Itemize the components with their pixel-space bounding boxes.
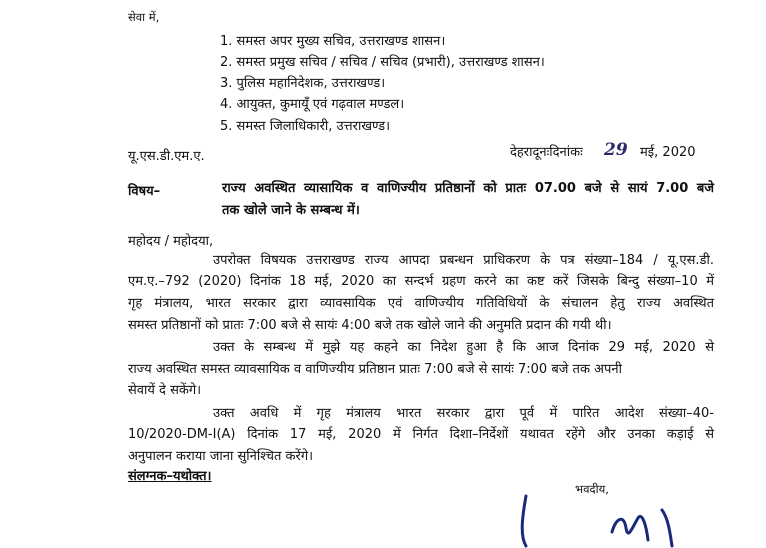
salutation: महोदय / महोदया, — [128, 234, 214, 249]
para1-line-1: उपरोक्त विषयक उत्तराखण्ड राज्य आपदा प्रबन्धन प्राधिकरण के पत्र संख्या–184 / यू.एस.डी. — [213, 253, 714, 268]
para1-line-4: समस्त प्रतिष्ठानों को प्रातः 7:00 बजे से सायंः 4:00 बजे तक खोले जाने की अनुमति प्रदान की गयी थी। — [128, 318, 612, 333]
para3-line-3: अनुपालन कराया जाना सुनिश्चित करेंगे। — [128, 449, 314, 464]
enclosure-label: संलग्नक–यथोक्त। — [128, 469, 212, 484]
recipient-5: 5. समस्त जिलाधिकारी, उत्तराखण्ड। — [220, 119, 391, 134]
subject-line-2: तक खोले जाने के सम्बन्ध में। — [222, 203, 360, 218]
recipient-4: 4. आयुक्त, कुमायूँ एवं गढ़वाल मण्डल। — [220, 97, 405, 112]
recipient-1: 1. समस्त अपर मुख्य सचिव, उत्तराखण्ड शासन। — [220, 34, 446, 49]
subject-label: विषय– — [128, 184, 161, 199]
subject-line-1: राज्य अवस्थित व्यासायिक व वाणिज्यीय प्रतिष्ठानों को प्रातः 07.00 बजे से सायं 7.00 बजे — [222, 181, 714, 196]
para1-line-2: एम.ए.–792 (2020) दिनांक 18 मई, 2020 का सन्दर्भ ग्रहण करने का कष्ट करें जिसके बिन्दु संख्या–10 में — [128, 274, 714, 289]
recipient-2: 2. समस्त प्रमुख सचिव / सचिव / सचिव (प्रभारी), उत्तराखण्ड शासन। — [220, 55, 545, 70]
place-date-label: देहरादूनःदिनांकः — [510, 145, 583, 160]
para2-line-3: सेवायें दे सकेंगे। — [128, 383, 202, 398]
para1-line-3: गृह मंत्रालय, भारत सरकार द्वारा व्यावसायिक एवं वाणिज्यीय गतिविधियों के संचालन हेतु राज्य अवस्थित — [128, 296, 714, 311]
para2-line-1: उक्त के सम्बन्ध में मुझे यह कहने का निदेश हुआ है कि आज दिनांक 29 मई, 2020 से — [213, 340, 714, 355]
signature-image — [512, 488, 692, 548]
date-month-year: मई, 2020 — [640, 145, 696, 160]
recipient-3: 3. पुलिस महानिदेशक, उत्तराखण्ड। — [220, 76, 386, 91]
to-label: सेवा में, — [128, 10, 160, 24]
closing: भवदीय, — [575, 482, 609, 496]
handwritten-day: 29 — [604, 140, 628, 160]
para3-line-1: उक्त अवधि में गृह मंत्रालय भारत सरकार द्वारा पूर्व में पारित आदेश संख्या–40- — [213, 406, 714, 421]
para3-line-2: 10/2020-DM-I(A) दिनांक 17 मई, 2020 में निर्गत दिशा–निर्देशों यथावत रहेंगे और उनका कड़ाई से — [128, 427, 714, 442]
para2-line-2: राज्य अवस्थित समस्त व्यावसायिक व वाणिज्यीय प्रतिष्ठान प्रातः 7:00 बजे से सायंः 7:00 बजे तक अपनी — [128, 362, 622, 377]
reference-code: यू.एस.डी.एम.ए. — [128, 149, 205, 164]
